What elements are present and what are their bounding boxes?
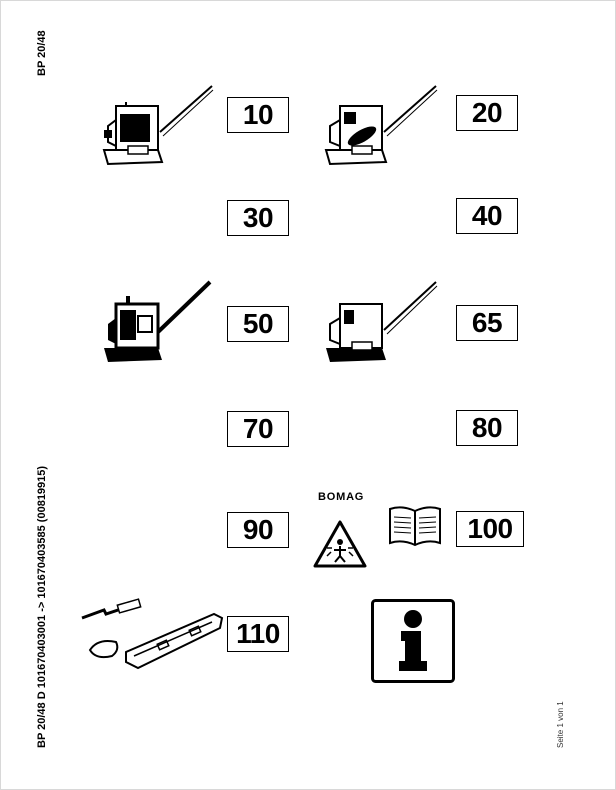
open-book-icon	[388, 505, 442, 547]
section-number-box[interactable]: 110	[227, 616, 289, 652]
accessories-icon[interactable]	[76, 598, 226, 672]
section-number-box[interactable]: 100	[456, 511, 524, 547]
plate-compactor-plate-icon[interactable]	[322, 280, 442, 370]
section-number-box[interactable]: 40	[456, 198, 518, 234]
section-number-box[interactable]: 50	[227, 306, 289, 342]
section-number-box[interactable]: 80	[456, 410, 518, 446]
plate-compactor-drive-icon[interactable]	[322, 84, 442, 170]
section-number-box[interactable]: 30	[227, 200, 289, 236]
plate-compactor-full-icon[interactable]	[100, 280, 215, 370]
section-number-box[interactable]: 70	[227, 411, 289, 447]
section-number-box[interactable]: 90	[227, 512, 289, 548]
header-model-code: BP 20/48	[36, 30, 48, 76]
section-number-box[interactable]: 20	[456, 95, 518, 131]
warning-triangle-icon	[313, 520, 367, 568]
bomag-logo: BOMAG	[318, 491, 365, 503]
footer-doc-ref: BP 20/48 D 101670403001 -> 101670403585 (00819915)	[36, 465, 48, 748]
plate-compactor-frame-icon[interactable]	[100, 84, 215, 170]
info-icon[interactable]	[371, 599, 455, 683]
page-label: Seite 1 von 1	[556, 701, 565, 748]
section-number-box[interactable]: 10	[227, 97, 289, 133]
section-number-box[interactable]: 65	[456, 305, 518, 341]
